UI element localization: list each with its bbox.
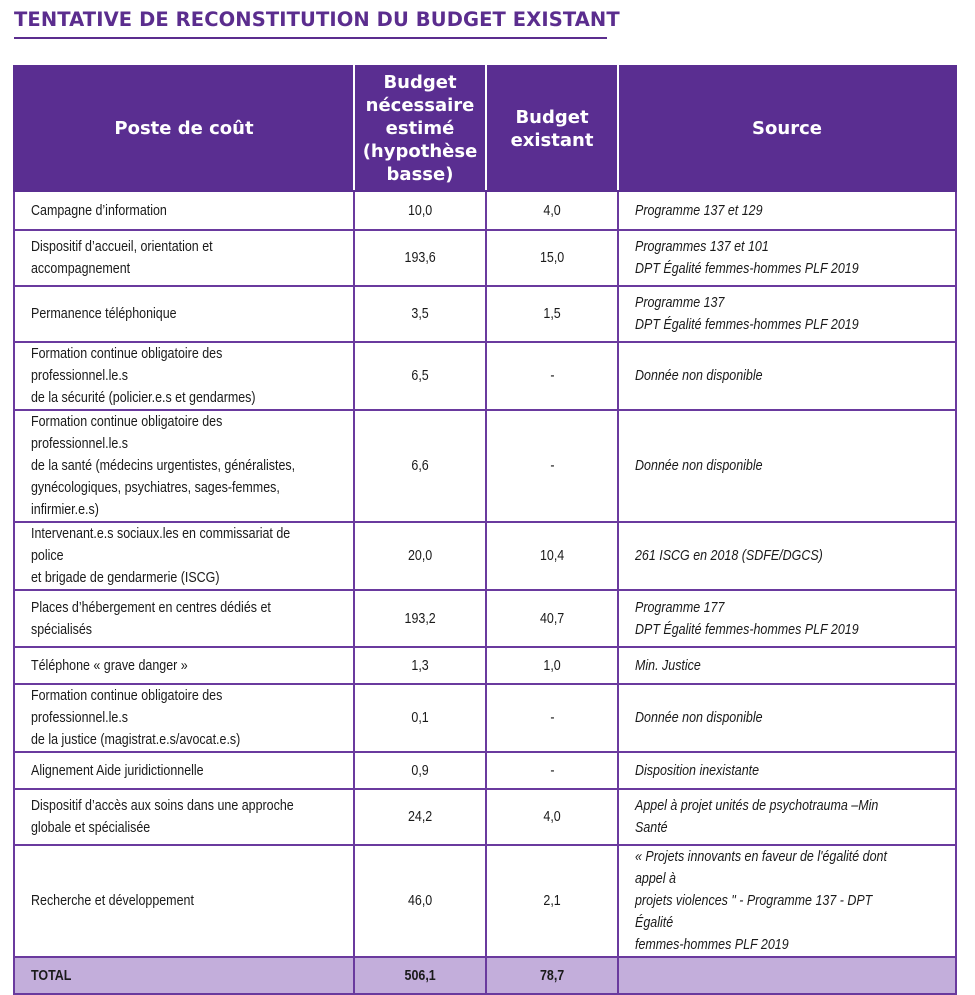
cell-poste bbox=[14, 191, 354, 230]
cell-poste-text: Formation continue obligatoire des professionnel.le.s de la justice (magistrat.e.s/avocat.e.s) bbox=[31, 688, 241, 748]
cell-budget-existant-text: - bbox=[549, 368, 555, 384]
cell-source-text: Programmes 137 et 101 DPT Égalité femmes-hommes PLF 2019 bbox=[635, 239, 859, 277]
cell-budget-necessaire bbox=[354, 230, 486, 286]
cell-budget-existant bbox=[486, 789, 618, 845]
cell-source bbox=[618, 410, 956, 522]
cell-source bbox=[618, 230, 956, 286]
cell-budget-necessaire bbox=[354, 684, 486, 752]
table-row bbox=[14, 286, 956, 342]
cell-budget-necessaire bbox=[354, 845, 486, 957]
cell-poste-text: Formation continue obligatoire des professionnel.le.s de la santé (médecins urgentistes, généralistes, gynécologiques, psychiatres, sages-femmes, infirmier.e.s) bbox=[31, 414, 296, 518]
cell-budget-necessaire bbox=[354, 286, 486, 342]
cell-source-text: 261 ISCG en 2018 (SDFE/DGCS) bbox=[635, 548, 823, 564]
cell-poste-text: Formation continue obligatoire des professionnel.le.s de la sécurité (policier.e.s et gendarmes) bbox=[31, 346, 256, 406]
cell-source-text: Min. Justice bbox=[635, 657, 701, 674]
cell-budget-necessaire-text: 24,2 bbox=[407, 809, 433, 825]
header-source: Source bbox=[618, 66, 956, 191]
cell-poste bbox=[14, 590, 354, 647]
cell-poste-text: Recherche et développement bbox=[31, 893, 194, 909]
cell-source-text: Appel à projet unités de psychotrauma –Min Santé bbox=[635, 798, 879, 836]
table-row bbox=[14, 191, 956, 230]
cell-budget-necessaire bbox=[354, 191, 486, 230]
cell-budget-existant bbox=[486, 590, 618, 647]
cell-budget-necessaire-text: 0,9 bbox=[411, 762, 429, 779]
cell-budget-existant-text: 1,0 bbox=[543, 657, 561, 674]
total-budget-existant bbox=[486, 957, 618, 994]
table-row bbox=[14, 590, 956, 647]
cell-budget-existant-text: - bbox=[549, 762, 555, 779]
table-row bbox=[14, 845, 956, 957]
cell-poste bbox=[14, 647, 354, 684]
table-row bbox=[14, 789, 956, 845]
total-label-text: TOTAL bbox=[31, 967, 72, 984]
cell-poste bbox=[14, 845, 354, 957]
total-budget-necessaire-text: 506,1 bbox=[404, 967, 436, 984]
cell-source-text: Donnée non disponible bbox=[635, 710, 763, 726]
cell-budget-existant-text: 15,0 bbox=[539, 250, 565, 266]
cell-poste bbox=[14, 286, 354, 342]
total-label bbox=[14, 957, 354, 994]
cell-budget-existant-text: 4,0 bbox=[543, 202, 561, 219]
cell-budget-necessaire bbox=[354, 647, 486, 684]
cell-poste-text: Permanence téléphonique bbox=[31, 306, 177, 322]
cell-budget-existant bbox=[486, 647, 618, 684]
cell-budget-existant-text: 1,5 bbox=[543, 306, 561, 322]
title-underline bbox=[14, 37, 607, 39]
cell-source bbox=[618, 647, 956, 684]
cell-budget-necessaire-text: 193,6 bbox=[404, 250, 436, 266]
table-row bbox=[14, 410, 956, 522]
header-row bbox=[14, 66, 956, 191]
cell-poste-text: Dispositif d’accès aux soins dans une approche globale et spécialisée bbox=[31, 798, 294, 836]
budget-table bbox=[13, 65, 957, 995]
cell-poste-text: Places d’hébergement en centres dédiés et spécialisés bbox=[31, 599, 271, 638]
cell-poste bbox=[14, 684, 354, 752]
cell-budget-existant bbox=[486, 845, 618, 957]
cell-budget-existant bbox=[486, 230, 618, 286]
cell-budget-existant bbox=[486, 522, 618, 590]
cell-source-text: Disposition inexistante bbox=[635, 762, 760, 779]
cell-source bbox=[618, 522, 956, 590]
cell-source bbox=[618, 286, 956, 342]
cell-budget-existant bbox=[486, 410, 618, 522]
cell-source bbox=[618, 590, 956, 647]
cell-source bbox=[618, 789, 956, 845]
cell-poste bbox=[14, 410, 354, 522]
cell-budget-existant-text: - bbox=[549, 458, 555, 474]
cell-poste bbox=[14, 752, 354, 789]
cell-budget-existant-text: 2,1 bbox=[543, 893, 561, 909]
total-source bbox=[618, 957, 956, 994]
cell-source-text: Donnée non disponible bbox=[635, 458, 763, 474]
cell-budget-existant bbox=[486, 752, 618, 789]
cell-source-text: Donnée non disponible bbox=[635, 368, 763, 384]
table-row bbox=[14, 342, 956, 410]
cell-budget-necessaire-text: 0,1 bbox=[411, 710, 429, 726]
cell-budget-necessaire-text: 46,0 bbox=[407, 893, 433, 909]
cell-budget-necessaire-text: 10,0 bbox=[407, 202, 433, 219]
cell-poste-text: Intervenant.e.s sociaux.les en commissariat de police et brigade de gendarmerie (ISCG) bbox=[31, 526, 291, 586]
cell-poste-text: Alignement Aide juridictionnelle bbox=[31, 762, 204, 779]
cell-budget-existant-text: 10,4 bbox=[539, 548, 565, 564]
table-row bbox=[14, 752, 956, 789]
cell-budget-necessaire bbox=[354, 752, 486, 789]
cell-budget-necessaire-text: 6,5 bbox=[411, 368, 429, 384]
cell-budget-existant bbox=[486, 191, 618, 230]
table-row bbox=[14, 647, 956, 684]
cell-source bbox=[618, 191, 956, 230]
cell-budget-existant-text: 40,7 bbox=[539, 610, 565, 627]
cell-budget-existant-text: - bbox=[549, 710, 555, 726]
cell-budget-necessaire bbox=[354, 410, 486, 522]
cell-source-text: Programme 177 DPT Égalité femmes-hommes PLF 2019 bbox=[635, 599, 859, 638]
table-row bbox=[14, 684, 956, 752]
cell-source-text: « Projets innovants en faveur de l'égalité dont appel à projets violences " - Programme 137 - DPT Égalité femmes-hommes PLF 2019 bbox=[635, 849, 887, 953]
cell-budget-necessaire bbox=[354, 789, 486, 845]
cell-budget-necessaire-text: 193,2 bbox=[404, 610, 436, 627]
cell-budget-necessaire bbox=[354, 342, 486, 410]
cell-source bbox=[618, 845, 956, 957]
cell-budget-existant bbox=[486, 684, 618, 752]
cell-budget-existant bbox=[486, 286, 618, 342]
cell-budget-necessaire bbox=[354, 590, 486, 647]
cell-budget-necessaire-text: 3,5 bbox=[411, 306, 429, 322]
cell-source bbox=[618, 752, 956, 789]
cell-budget-necessaire-text: 6,6 bbox=[411, 458, 429, 474]
cell-budget-necessaire bbox=[354, 522, 486, 590]
cell-source bbox=[618, 342, 956, 410]
cell-poste-text: Campagne d’information bbox=[31, 202, 167, 219]
cell-source-text: Programme 137 et 129 bbox=[635, 202, 763, 219]
total-budget-necessaire bbox=[354, 957, 486, 994]
cell-poste bbox=[14, 342, 354, 410]
cell-budget-existant-text: 4,0 bbox=[543, 809, 561, 825]
cell-budget-existant bbox=[486, 342, 618, 410]
page-title: TENTATIVE DE RECONSTITUTION DU BUDGET EXISTANT bbox=[14, 8, 620, 31]
table-row bbox=[14, 230, 956, 286]
cell-source-text: Programme 137 DPT Égalité femmes-hommes PLF 2019 bbox=[635, 295, 859, 333]
cell-poste-text: Téléphone « grave danger » bbox=[31, 657, 188, 674]
header-budget-necessaire: Budget nécessaire estimé (hypothèse basse) bbox=[354, 66, 486, 191]
cell-poste-text: Dispositif d’accueil, orientation et accompagnement bbox=[31, 239, 213, 277]
header-budget-existant: Budget existant bbox=[486, 66, 618, 191]
cell-source bbox=[618, 684, 956, 752]
cell-budget-necessaire-text: 20,0 bbox=[407, 548, 433, 564]
cell-poste bbox=[14, 789, 354, 845]
cell-poste bbox=[14, 230, 354, 286]
cell-budget-necessaire-text: 1,3 bbox=[411, 657, 429, 674]
total-row bbox=[14, 957, 956, 994]
cell-poste bbox=[14, 522, 354, 590]
total-budget-existant-text: 78,7 bbox=[539, 967, 565, 984]
header-poste: Poste de coût bbox=[14, 66, 354, 191]
table-row bbox=[14, 522, 956, 590]
